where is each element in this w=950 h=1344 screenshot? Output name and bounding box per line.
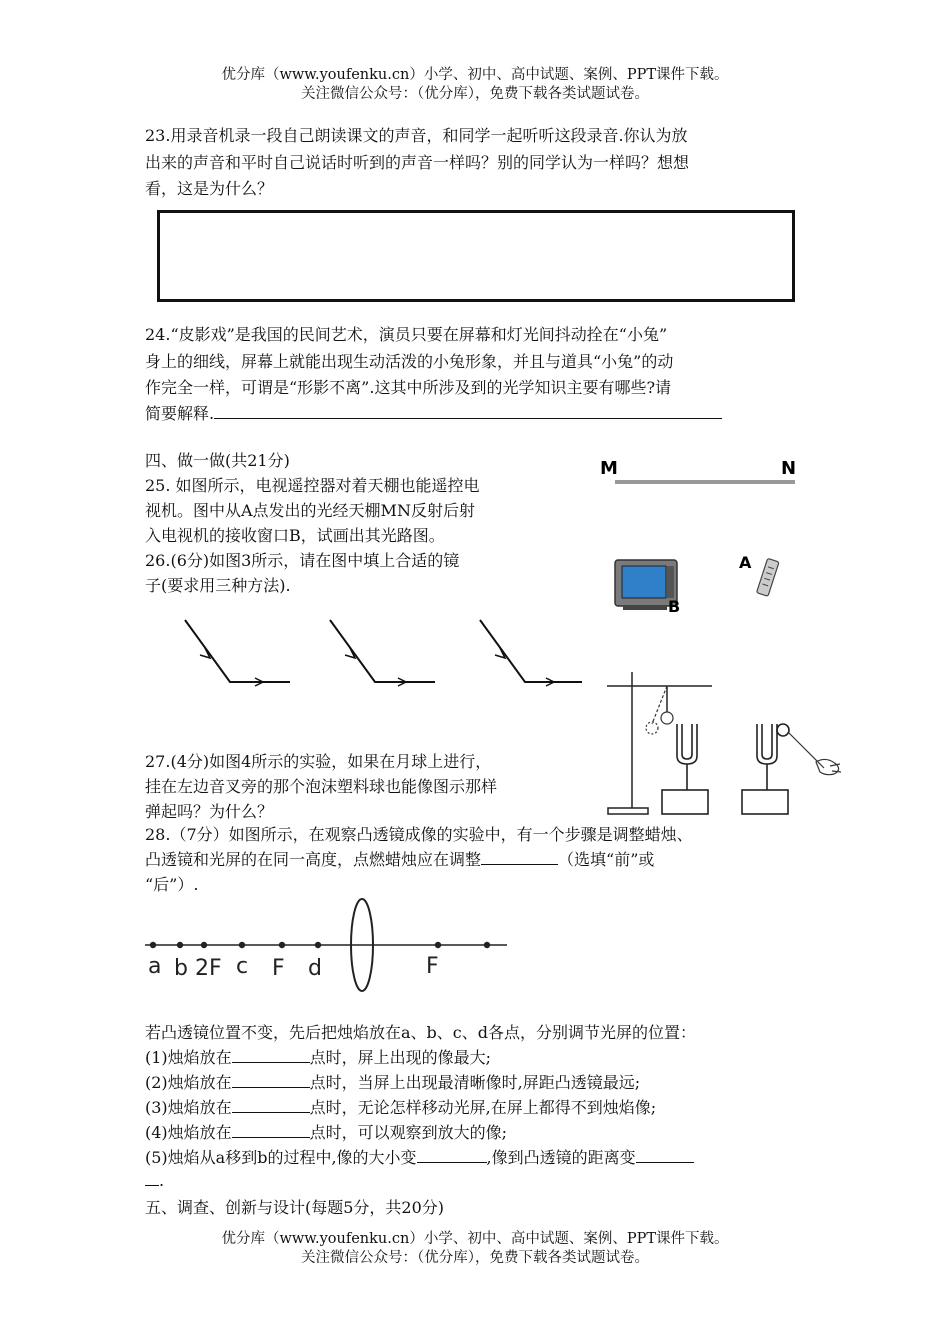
- q28-sub-3: [145, 1096, 656, 1120]
- q23-text-3: 看，这是为什么？: [145, 179, 274, 198]
- foam-ball-left-icon: [646, 686, 673, 734]
- label-f-right: F: [426, 954, 439, 979]
- page-footer-line1: 优分库（www.youfenku.cn）小学、初中、高中试题、案例、PPT课件下载。: [221, 1231, 729, 1247]
- point-f-right: [435, 942, 441, 948]
- label-f-left: F: [272, 956, 285, 981]
- q24-text-3: 作完全一样，可谓是“形影不离”.这其中所涉及到的光学知识主要有哪些?请: [145, 378, 672, 397]
- q27-text-3: 弹起吗？为什么？: [145, 802, 274, 821]
- label-a: a: [148, 954, 162, 979]
- q27-text-2: 挂在左边音叉旁的那个泡沫塑料球也能像图示那样: [145, 777, 498, 796]
- q28-blank-4[interactable]: [232, 1121, 310, 1138]
- q28-sub-5-a: (5)烛焰从a移到b的过程中,像的大小变: [145, 1148, 417, 1167]
- q26-text-1: 26.(6分)如图3所示，请在图中填上合适的镜: [145, 551, 460, 570]
- q23-answer-box[interactable]: [157, 210, 795, 302]
- point-f-left: [279, 942, 285, 948]
- q26-ray-diagram-2: [330, 620, 435, 686]
- point-c: [239, 942, 245, 948]
- q28-blank-3[interactable]: [232, 1096, 310, 1113]
- page-header-line1: 优分库（www.youfenku.cn）小学、初中、高中试题、案例、PPT课件下载。: [221, 67, 729, 83]
- q28-text-2: [145, 848, 654, 872]
- q28-sub-5-end: [145, 1169, 164, 1193]
- q28-sub-4-a: (4)烛焰放在: [145, 1123, 232, 1142]
- q28-text-2-b: （选填“前”或: [558, 850, 655, 869]
- q28-blank-front-back[interactable]: [481, 848, 558, 865]
- q28-sub-5-b: ,像到凸透镜的距离变: [486, 1148, 636, 1167]
- remote-control-icon: [757, 558, 780, 596]
- q28-sub-5-c: .: [159, 1171, 165, 1190]
- q24-text-2: 身上的细线，屏幕上就能出现生动活泼的小兔形象，并且与道具“小兔”的动: [145, 352, 674, 371]
- lens-figure[interactable]: [140, 898, 520, 998]
- q24-text-1: 24.“皮影戏”是我国的民间艺术，演员只要在屏幕和灯光间抖动拴在“小兔”: [145, 325, 668, 344]
- q24-text-4: [145, 402, 722, 426]
- q28-sub-4: [145, 1121, 507, 1145]
- label-m: M: [600, 458, 618, 479]
- q28-sub-2: [145, 1071, 640, 1095]
- q28-text-3: “后”）.: [145, 875, 199, 894]
- q28-text-1: 28.（7分）如图所示，在观察凸透镜成像的实验中，有一个步骤是调整蜡烛、: [145, 825, 693, 844]
- q24-answer-blank[interactable]: [214, 402, 722, 419]
- page-header-line2: 关注微信公众号：（优分库），免费下载各类试题试卷。: [301, 86, 649, 102]
- q28-sub-2-b: 点时，当屏上出现最清晰像时,屏距凸透镜最远;: [309, 1073, 641, 1092]
- q28-sub-3-b: 点时，无论怎样移动光屏,在屏上都得不到烛焰像;: [309, 1098, 657, 1117]
- q25-figure[interactable]: [595, 452, 815, 622]
- label-n: N: [781, 458, 797, 479]
- q28-blank-5a[interactable]: [417, 1146, 487, 1163]
- q25-text-3: 入电视机的接收窗口B，试画出其光路图。: [145, 526, 445, 545]
- q28-sub-4-b: 点时，可以观察到放大的像;: [309, 1123, 508, 1142]
- q27-text-1: 27.(4分)如图4所示的实验，如果在月球上进行，: [145, 752, 492, 771]
- point-d: [315, 942, 321, 948]
- label-c: c: [236, 954, 249, 979]
- q28-blank-1[interactable]: [232, 1046, 310, 1063]
- q28-sub-1-b: 点时，屏上出现的像最大;: [309, 1048, 492, 1067]
- q28-sub-2-a: (2)烛焰放在: [145, 1073, 232, 1092]
- q28-sub-3-a: (3)烛焰放在: [145, 1098, 232, 1117]
- q26-ray-diagram-1: [185, 620, 290, 686]
- q26-figure[interactable]: [170, 612, 600, 692]
- q26-text-2: 子(要求用三种方法).: [145, 576, 291, 595]
- hand-mallet-icon: [788, 732, 841, 775]
- label-d: d: [308, 956, 322, 981]
- point-2f: [201, 942, 207, 948]
- q28-sub-5: [145, 1146, 694, 1170]
- label-a: A: [739, 553, 752, 572]
- q23-text-2: 出来的声音和平时自己说话时听到的声音一样吗？别的同学认为一样吗？想想: [145, 153, 690, 172]
- section5-title: 五、调查、创新与设计(每题5分，共20分): [145, 1198, 445, 1217]
- q28-blank-2[interactable]: [232, 1071, 310, 1088]
- section4-title: 四、做一做(共21分): [145, 451, 290, 470]
- point-a: [150, 942, 156, 948]
- label-2f: 2F: [195, 956, 222, 981]
- q24-text-4-label: 简要解释.: [145, 404, 215, 423]
- label-b: b: [174, 956, 188, 981]
- q27-figure[interactable]: [602, 668, 847, 820]
- page-footer-line2: 关注微信公众号：（优分库），免费下载各类试题试卷。: [301, 1250, 649, 1266]
- q28-intro: 若凸透镜位置不变，先后把烛焰放在a、b、c、d各点，分别调节光屏的位置：: [145, 1023, 696, 1042]
- q28-blank-5b[interactable]: [636, 1146, 694, 1163]
- point-end: [484, 942, 490, 948]
- q25-text-2: 视机。图中从A点发出的光经天棚MN反射后射: [145, 501, 475, 520]
- tuning-fork-left-icon: [662, 724, 708, 814]
- q28-blank-5b-cont[interactable]: [145, 1169, 159, 1186]
- q23-text-1: 23.用录音机录一段自己朗读课文的声音，和同学一起听听这段录音.你认为放: [145, 126, 688, 145]
- q28-sub-1: [145, 1046, 491, 1070]
- q25-text-1: 25. 如图所示，电视遥控器对着天棚也能遥控电: [145, 476, 480, 495]
- tuning-fork-right-icon: [742, 724, 789, 814]
- q26-ray-diagram-3: [480, 620, 582, 686]
- label-b: B: [668, 597, 681, 616]
- q28-text-2-a: 凸透镜和光屏的在同一高度，点燃蜡烛应在调整: [145, 850, 482, 869]
- point-b: [177, 942, 183, 948]
- q28-sub-1-a: (1)烛焰放在: [145, 1048, 232, 1067]
- axis-points: [150, 942, 490, 948]
